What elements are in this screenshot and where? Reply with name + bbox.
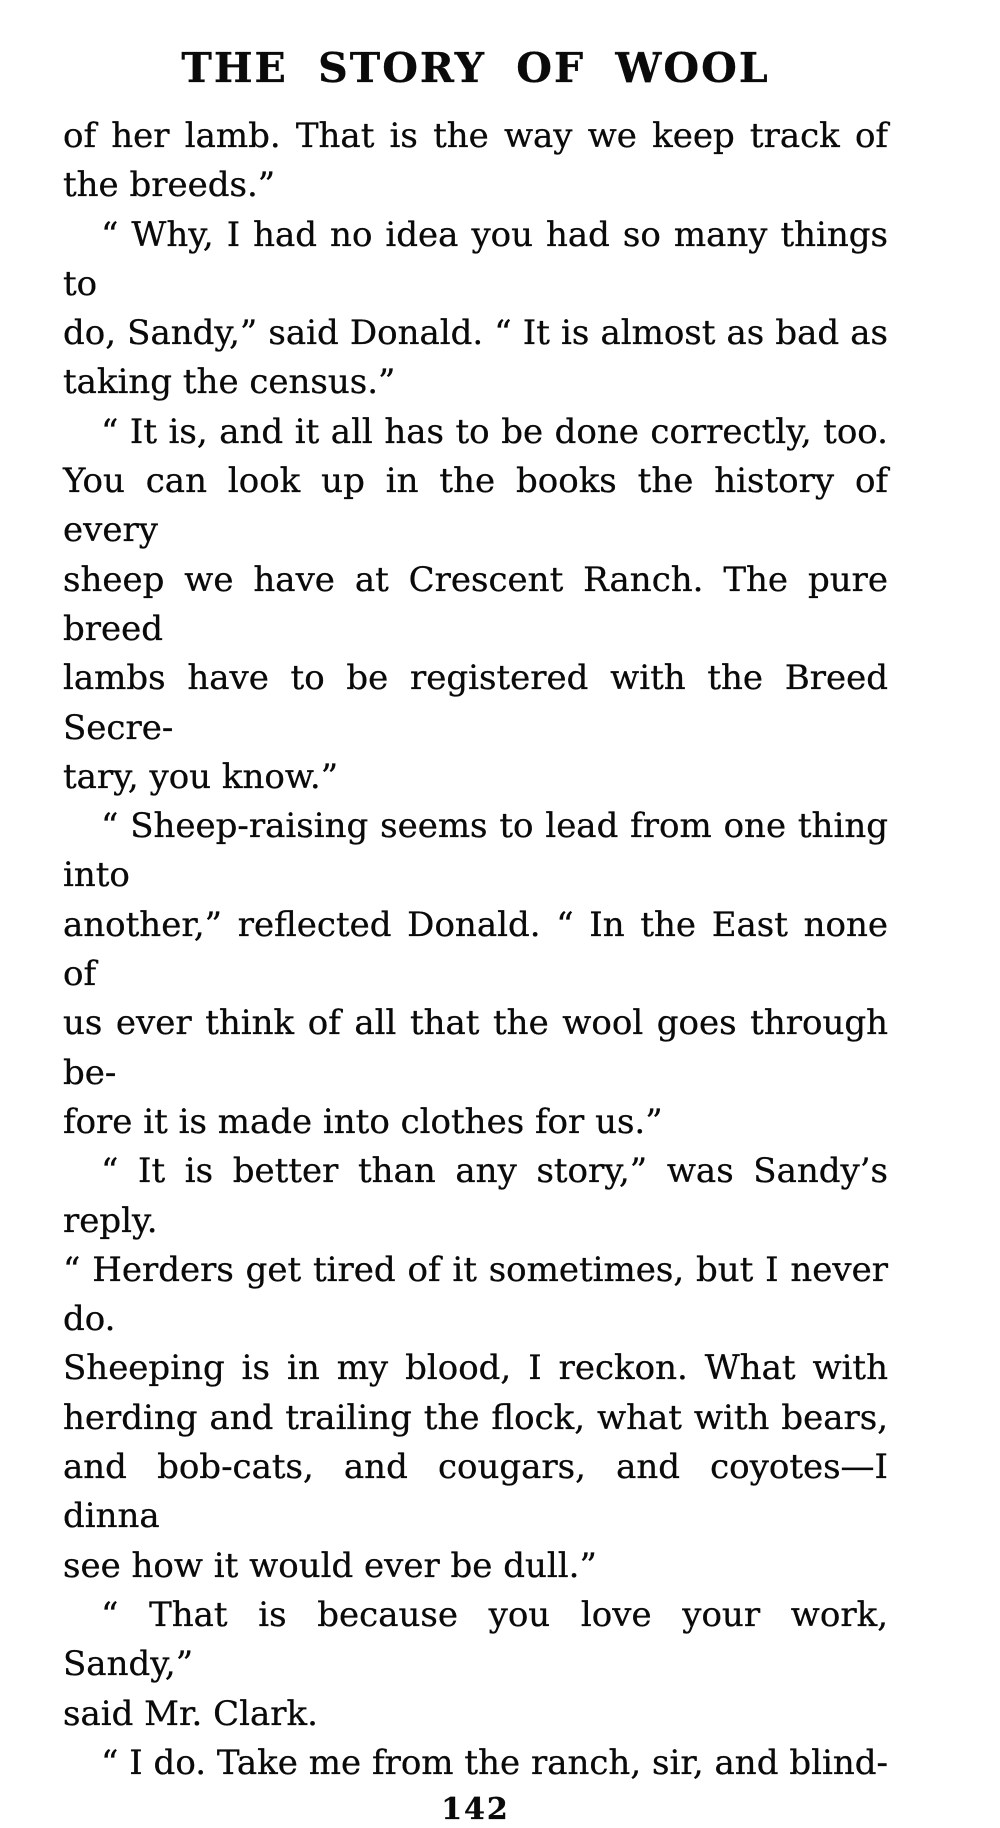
book-page	[0, 44, 1000, 1828]
text-line: “ That is because you love your work, Sandy,”	[63, 1594, 888, 1685]
page-number: 142	[441, 1792, 510, 1828]
text-line: “ Sheep-raising seems to lead from one thing into	[63, 806, 888, 896]
text-line: fore it is made into clothes for us.”	[63, 1101, 663, 1142]
text-line: do, Sandy,” said Donald. “ It is almost as bad as	[63, 313, 888, 354]
text-line: lambs have to be registered with the Breed Secre-	[63, 658, 888, 748]
text-line: “ It is better than any story,” was Sandy’s reply.	[63, 1151, 888, 1241]
text-line: another,” reflected Donald. “ In the East none of	[63, 904, 888, 995]
text-line: see how it would ever be dull.”	[63, 1545, 597, 1586]
text-line: and bob-cats, and cougars, and coyotes—I dinna	[63, 1447, 888, 1537]
text-line: You can look up in the books the history of every	[63, 461, 888, 551]
text-line: herding and trailing the flock, what with bears,	[63, 1397, 888, 1438]
body-text	[63, 112, 888, 1788]
text-line: “ It is, and it all has to be done correctly, too.	[101, 411, 888, 452]
text-line: of her lamb. That is the way we keep track of	[63, 116, 888, 156]
text-line: taking the census.”	[63, 362, 396, 403]
text-line: us ever think of all that the wool goes through be-	[63, 1003, 888, 1093]
text-line: the breeds.”	[63, 165, 276, 206]
text-line: Sheeping is in my blood, I reckon. What with	[63, 1348, 888, 1389]
text-line: “ Herders get tired of it sometimes, but I never do.	[63, 1249, 888, 1340]
text-line: “ I do. Take me from the ranch, sir, and blind-	[101, 1742, 888, 1783]
text-line: “ Why, I had no idea you had so many things to	[63, 214, 888, 304]
text-line: sheep we have at Crescent Ranch. The pure breed	[63, 559, 888, 649]
page-title: THE STORY OF WOOL	[181, 44, 770, 92]
text-line: tary, you know.”	[63, 756, 339, 797]
text-line: said Mr. Clark.	[63, 1693, 318, 1734]
